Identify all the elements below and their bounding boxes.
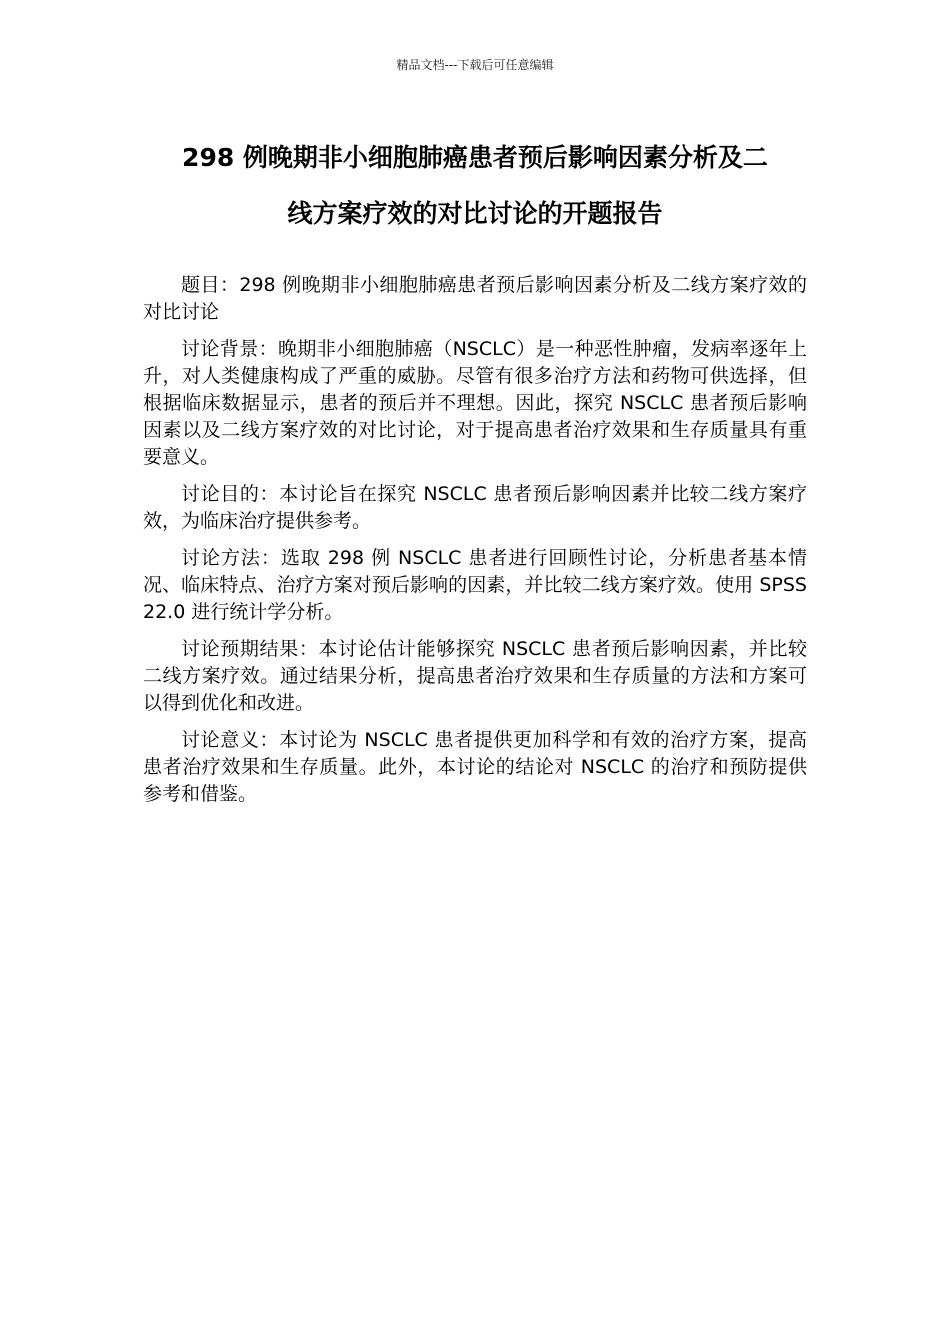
document-body [143, 272, 807, 818]
document-title [143, 130, 807, 242]
title-line-1: 298 例晚期非小细胞肺癌患者预后影响因素分析及二 [182, 143, 768, 172]
paragraph-expected-results: 讨论预期结果：本讨论估计能够探究 NSCLC 患者预后影响因素，并比较二线方案疗效。通过结果分析，提高患者治疗效果和生存质量的方法和方案可以得到优化和改进。 [143, 638, 807, 714]
paragraph-method: 讨论方法：选取 298 例 NSCLC 患者进行回顾性讨论，分析患者基本情况、临床特点、治疗方案对预后影响的因素，并比较二线方案疗效。使用 SPSS 22.0 进行统计学分析。 [143, 547, 807, 623]
paragraph-purpose: 讨论目的：本讨论旨在探究 NSCLC 患者预后影响因素并比较二线方案疗效，为临床治疗提供参考。 [143, 483, 807, 532]
page-header: 精品文档---下载后可任意编辑 [396, 58, 554, 72]
paragraph-background: 讨论背景：晚期非小细胞肺癌（NSCLC）是一种恶性肿瘤，发病率逐年上升，对人类健康构成了严重的威胁。尽管有很多治疗方法和药物可供选择，但根据临床数据显示，患者的预后并不理想。因此，探究 NSCLC 患者预后影响因素以及二线方案疗效的对比讨论，对于提高患者治疗效果和生存质量具有重要意义。 [143, 338, 807, 468]
paragraph-significance: 讨论意义：本讨论为 NSCLC 患者提供更加科学和有效的治疗方案，提高患者治疗效果和生存质量。此外，本讨论的结论对 NSCLC 的治疗和预防提供参考和借鉴。 [143, 729, 807, 805]
paragraph-topic: 题目：298 例晚期非小细胞肺癌患者预后影响因素分析及二线方案疗效的对比讨论 [143, 274, 807, 323]
title-line-2: 线方案疗效的对比讨论的开题报告 [287, 199, 663, 228]
